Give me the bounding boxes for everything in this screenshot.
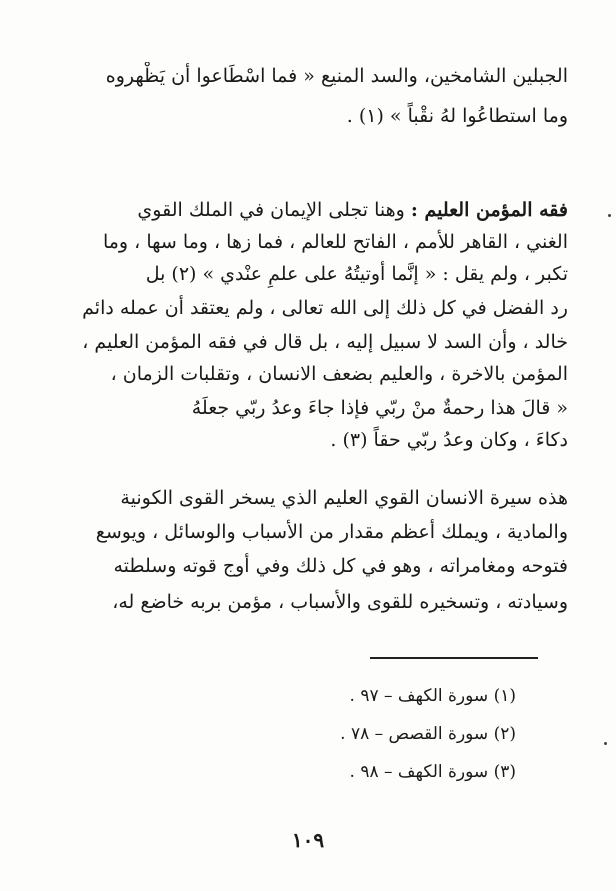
scan-speck — [608, 214, 611, 217]
scan-speck — [604, 742, 607, 745]
page-number: ١٠٩ — [291, 828, 325, 852]
paragraph1-line-2: وما استطاعُوا لهُ نقْباً » (١) . — [346, 105, 568, 127]
paragraph1-line-1: الجبلين الشامخين، والسد المنيع « فما اسْطَاعوا أن يَظْهروه — [105, 65, 568, 87]
paragraph3-line-4: وسيادته ، وتسخيره للقوى والأسباب ، مؤمن بربه خاضع له، — [112, 591, 568, 613]
paragraph2-line-3: تكبر ، ولم يقل : « إنَّما أوتيتُهُ على علمٍ عنْدي » (٢) بل — [145, 263, 568, 285]
paragraph2-line-6: المؤمن بالاخرة ، والعليم بضعف الانسان ، وتقلبات الزمان ، — [110, 363, 568, 385]
footnote-1: (١) سورة الكهف – ٩٧ . — [349, 686, 516, 706]
paragraph2-line-5: خالد ، وأن السد لا سبيل إليه ، بل قال في فقه المؤمن العليم ، — [82, 331, 568, 353]
footnote-2: (٢) سورة القصص – ٧٨ . — [340, 724, 516, 744]
footnote-3: (٣) سورة الكهف – ٩٨ . — [349, 762, 516, 782]
section-heading: فقه المؤمن العليم : — [410, 199, 568, 221]
paragraph2-line-1-text: وهنا تجلى الإيمان في الملك القوي — [137, 199, 405, 221]
paragraph2-line-7: « قالَ هذا رحمةٌ منْ ربّي فإذا جاءَ وعدُ ربّي جعلَهُ — [191, 397, 568, 419]
footnote-separator — [370, 657, 538, 659]
paragraph2-line-4: رد الفضل في كل ذلك إلى الله تعالى ، ولم يعتقد أن عمله دائم — [82, 297, 568, 319]
paragraph2-line-2: الغني ، القاهر للأمم ، الفاتح للعالم ، فما زها ، وما سها ، وما — [102, 231, 568, 253]
paragraph3-line-3: فتوحه ومغامراته ، وهو في كل ذلك وفي أوج قوته وسلطته — [113, 555, 568, 577]
paragraph2-line-1 — [48, 196, 568, 224]
paragraph3-line-1: هذه سيرة الانسان القوي العليم الذي يسخر القوى الكونية — [120, 487, 568, 509]
paragraph2-line-8: دكاءَ ، وكان وعدُ ربّي حقاً (٣) . — [330, 429, 568, 451]
paragraph3-line-2: والمادية ، ويملك أعظم مقدار من الأسباب والوسائل ، ويوسع — [95, 521, 568, 543]
